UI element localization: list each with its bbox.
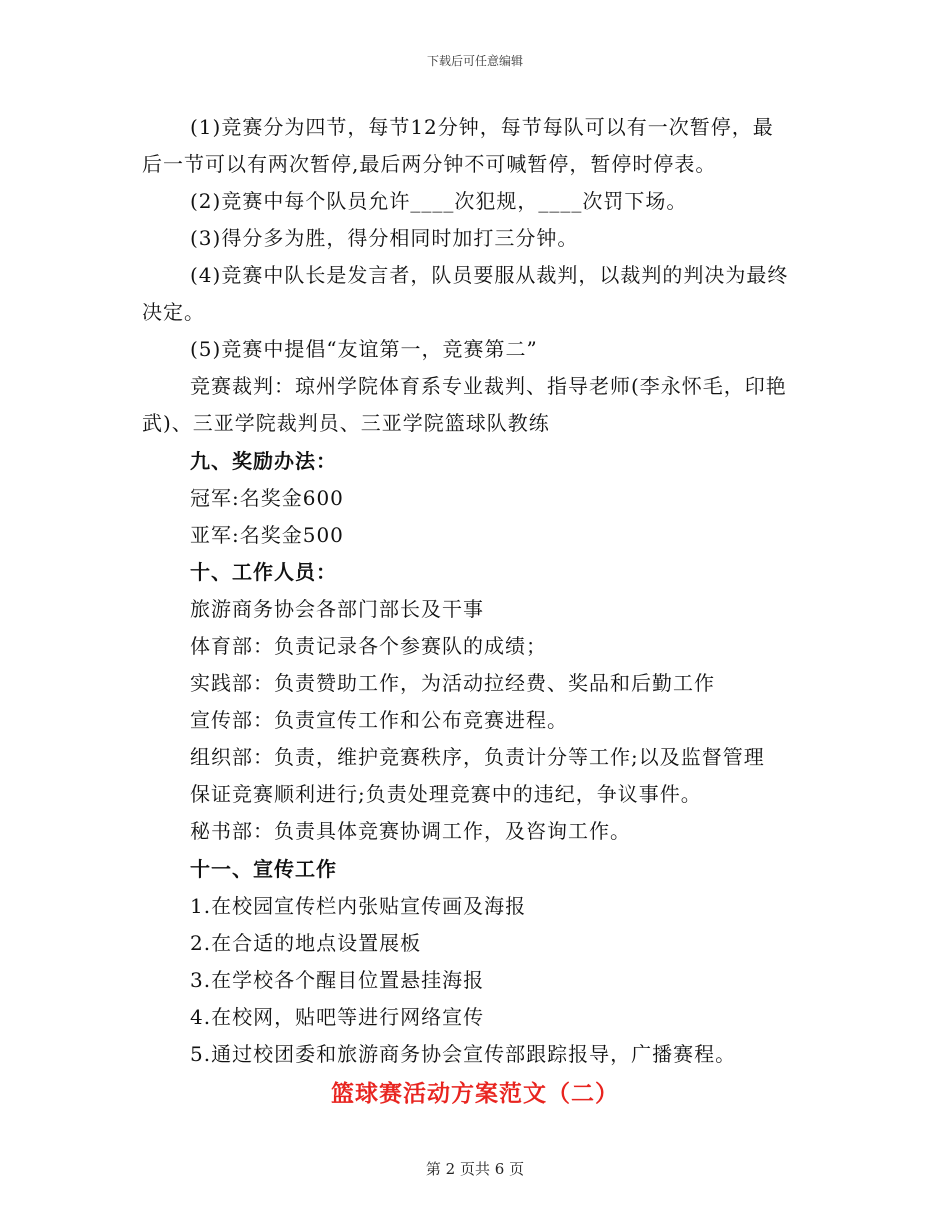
rule-1-line-2: 后一节可以有两次暂停,最后两分钟不可喊暂停，暂停时停表。 (142, 152, 717, 176)
staff-secretary-dept: 秘书部：负责具体竞赛协调工作，及咨询工作。 (190, 819, 631, 843)
page-footer: 第 2 页共 6 页 (425, 1160, 525, 1178)
referees-line-1: 竞赛裁判：琼州学院体育系专业裁判、指导老师(李永怀毛，印艳 (190, 374, 787, 398)
publicity-item-1: 1.在校园宣传栏内张贴宣传画及海报 (190, 894, 527, 918)
staff-intro: 旅游商务协会各部门部长及干事 (190, 597, 484, 621)
staff-practice-dept: 实践部：负责赞助工作，为活动拉经费、奖品和后勤工作 (190, 671, 715, 695)
staff-organization-dept-line-2: 保证竞赛顺利进行;负责处理竞赛中的违纪，争议事件。 (190, 782, 702, 806)
rule-1-line-1: (1)竞赛分为四节，每节12分钟，每节每队可以有一次暂停，最 (190, 115, 774, 139)
rule-3: (3)得分多为胜，得分相同时加打三分钟。 (190, 226, 579, 250)
page-header: 下载后可任意编辑 (426, 54, 523, 68)
staff-sports-dept: 体育部：负责记录各个参赛队的成绩； (190, 634, 547, 658)
award-runner-up: 亚军:名奖金500 (190, 523, 344, 547)
publicity-item-5: 5.通过校团委和旅游商务协会宣传部跟踪报导，广播赛程。 (190, 1042, 737, 1066)
section-heading-publicity: 十一、宣传工作 (190, 857, 337, 881)
rule-5: (5)竞赛中提倡“友谊第一，竞赛第二” (190, 337, 538, 361)
publicity-item-3: 3.在学校各个醒目位置悬挂海报 (190, 968, 485, 992)
rule-4-line-1: (4)竞赛中队长是发言者，队员要服从裁判，以裁判的判决为最终 (190, 263, 789, 287)
award-champion: 冠军:名奖金600 (190, 486, 344, 510)
section-heading-awards: 九、奖励办法： (190, 449, 337, 473)
section-heading-staff: 十、工作人员： (190, 560, 337, 584)
referees-line-2: 武)、三亚学院裁判员、三亚学院篮球队教练 (142, 411, 550, 435)
rule-2: (2)竞赛中每个队员允许____次犯规，____次罚下场。 (190, 189, 688, 213)
staff-publicity-dept: 宣传部：负责宣传工作和公布竞赛进程。 (190, 708, 568, 732)
publicity-item-4: 4.在校网，贴吧等进行网络宣传 (190, 1005, 485, 1029)
staff-organization-dept-line-1: 组织部：负责，维护竞赛秩序，负责计分等工作;以及监督管理 (190, 745, 765, 769)
publicity-item-2: 2.在合适的地点设置展板 (190, 931, 422, 955)
section-title: 篮球赛活动方案范文（二） (331, 1080, 619, 1107)
rule-4-line-2: 决定。 (142, 300, 205, 324)
